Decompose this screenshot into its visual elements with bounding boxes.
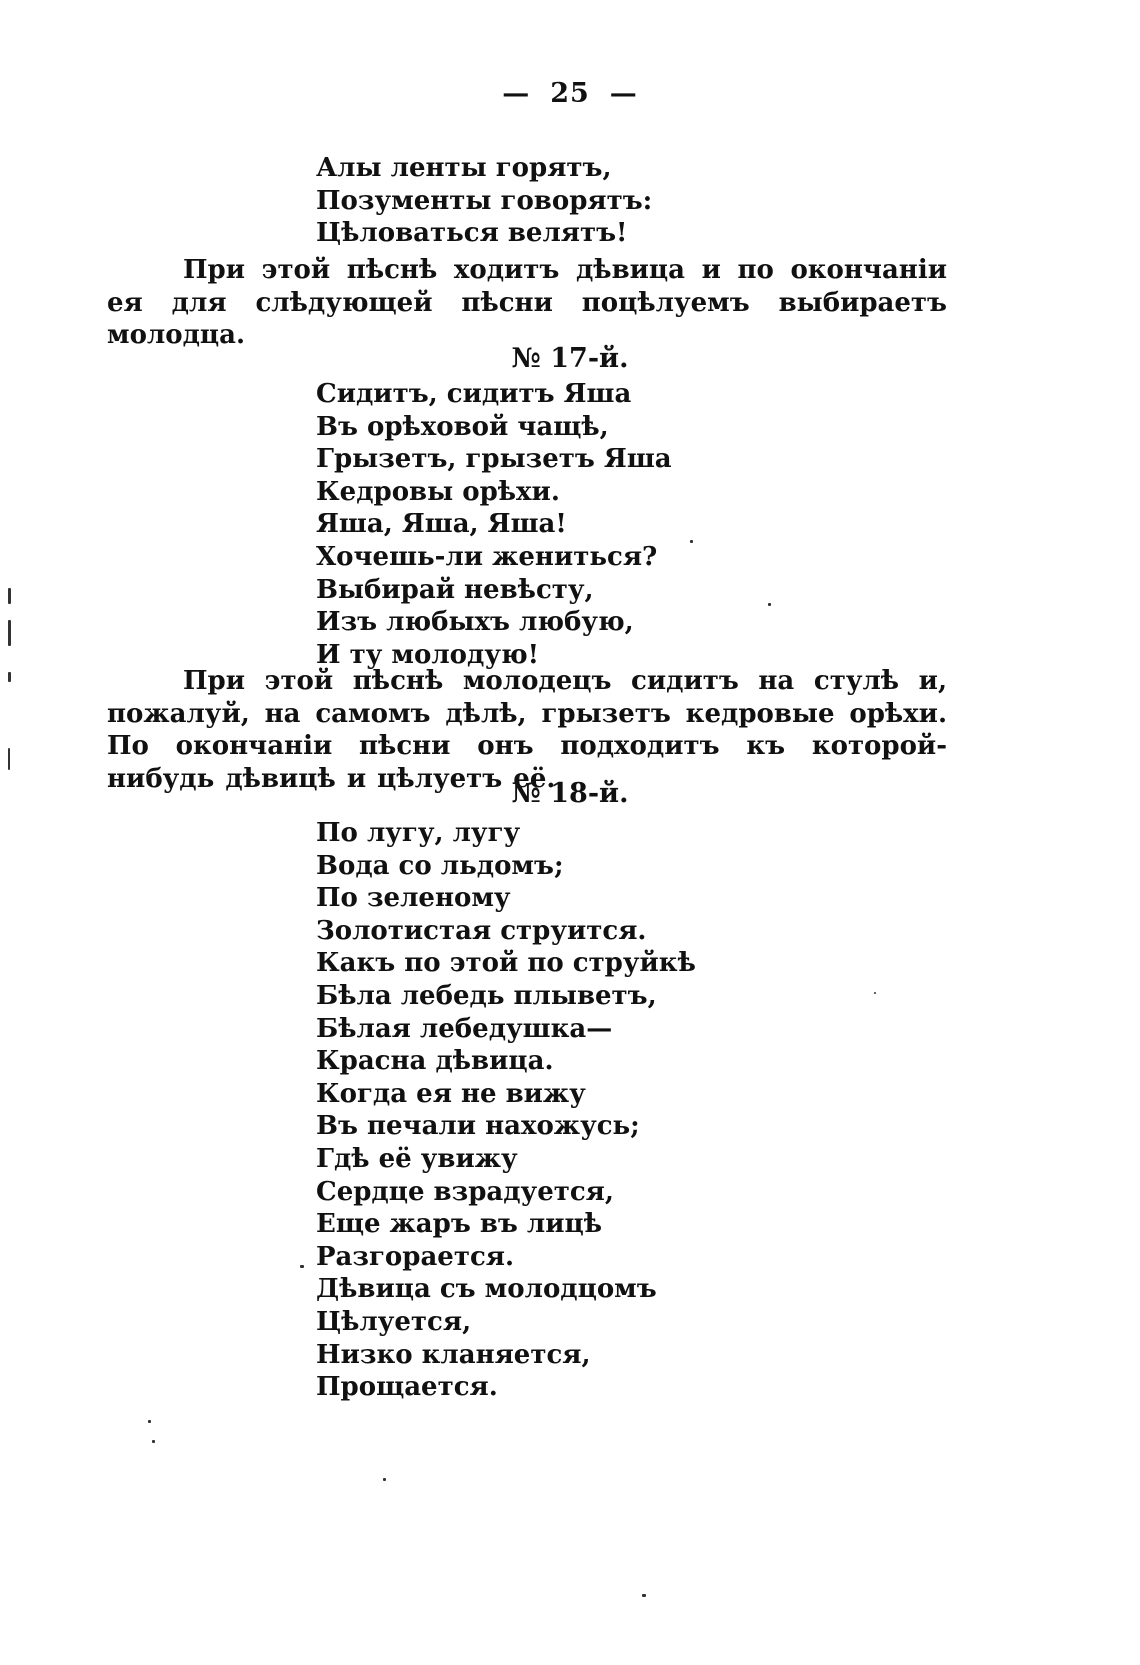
scan-speck xyxy=(8,672,11,682)
song-18-verse xyxy=(316,817,696,1404)
verse-line: Цѣлуется, xyxy=(316,1306,472,1337)
verse-line: Прощается. xyxy=(316,1372,498,1403)
scan-speck xyxy=(152,1440,155,1443)
verse-line: Въ орѣховой чащѣ, xyxy=(316,411,609,442)
verse-line: Въ печали нахожусь; xyxy=(316,1111,640,1142)
page-number xyxy=(0,78,1140,109)
verse-line: Позументы говорятъ: xyxy=(316,185,653,216)
verse-line: Бѣлая лебедушка— xyxy=(316,1013,613,1044)
verse-line: Красна дѣвица. xyxy=(316,1046,554,1077)
prose-paragraph-2 xyxy=(107,665,947,795)
verse-line: Дѣвица съ молодцомъ xyxy=(316,1274,657,1305)
scan-speck xyxy=(148,1420,151,1423)
verse-line: Яша, Яша, Яша! xyxy=(316,509,567,540)
verse-line: Цѣловаться велятъ! xyxy=(316,218,628,249)
scan-speck xyxy=(8,620,11,646)
verse-line: Когда ея не вижу xyxy=(316,1078,586,1109)
prose-paragraph-1 xyxy=(107,254,947,352)
verse-line: Хочешь-ли жениться? xyxy=(316,541,658,572)
scan-speck xyxy=(8,748,10,770)
verse-line: Вода со льдомъ; xyxy=(316,850,564,881)
verse-line: Низко кланяется, xyxy=(316,1339,591,1370)
verse-line: Сидитъ, сидитъ Яша xyxy=(316,379,632,409)
verse-line: Бѣла лебедь плыветъ, xyxy=(316,980,657,1011)
verse-line: Разгорается. xyxy=(316,1241,515,1272)
song-17-verse xyxy=(316,378,672,671)
verse-line: Гдѣ её увижу xyxy=(316,1143,518,1174)
verse-line: Сердце взрадуется, xyxy=(316,1176,614,1207)
scan-speck xyxy=(874,992,876,994)
scan-speck xyxy=(8,588,11,604)
verse-line: Какъ по этой по струйкѣ xyxy=(316,948,696,979)
scan-speck xyxy=(642,1594,646,1597)
verse-line: Выбирай невѣсту, xyxy=(316,574,594,605)
scan-speck xyxy=(383,1478,386,1481)
prose-text: При этой пѣснѣ молодецъ сидитъ на стулѣ и, пожалуй, на самомъ дѣлѣ, грызетъ кедровые орѣхи. По окончанiи пѣсни онъ подходитъ къ которой-нибудь дѣвицѣ и цѣлуетъ её. xyxy=(107,666,947,794)
verse-line: По зеленому xyxy=(316,883,511,914)
verse-line: Кедровы орѣхи. xyxy=(316,476,560,507)
verse-line: По лугу, лугу xyxy=(316,818,521,848)
scan-speck xyxy=(768,603,771,606)
page-number-dash-left: — xyxy=(502,78,531,109)
verse-line: Еще жаръ въ лицѣ xyxy=(316,1209,602,1240)
verse-line: Золотистая струится. xyxy=(316,915,647,946)
song-17-heading: № 17-й. xyxy=(511,343,629,374)
verse-line: Изъ любыхъ любую, xyxy=(316,607,634,638)
verse-line: И ту молодую! xyxy=(316,639,540,670)
prose-text: При этой пѣснѣ ходитъ дѣвица и по окончанiи ея для слѣдующей пѣсни поцѣлуемъ выбираетъ молодца. xyxy=(107,255,947,350)
scan-speck xyxy=(300,1265,304,1268)
scan-speck xyxy=(690,540,693,543)
song-18-heading: № 18-й. xyxy=(511,778,629,809)
verse-line: Алы ленты горятъ, xyxy=(316,153,612,183)
page-number-dash-right: — xyxy=(609,78,638,109)
page-number-value: 25 xyxy=(550,78,590,109)
verse-top xyxy=(316,152,652,250)
verse-line: Грызетъ, грызетъ Яша xyxy=(316,444,672,475)
